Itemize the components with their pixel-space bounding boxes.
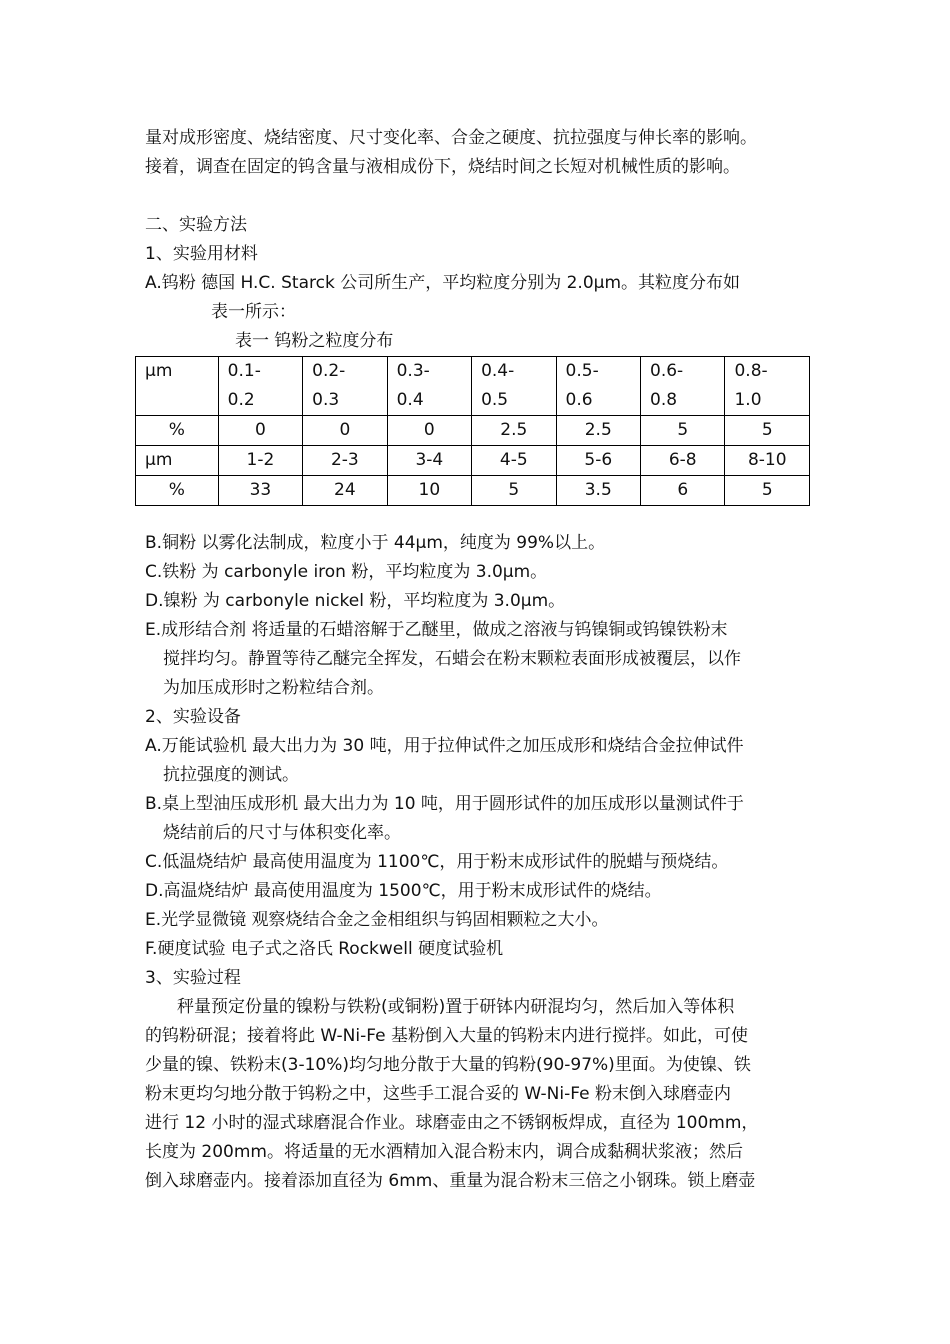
table-cell: 2-3 [303, 446, 387, 476]
process-line-4: 粉末更均匀地分散于钨粉之中，这些手工混合妥的 W-Ni-Fe 粉末倒入球磨壶内 [145, 1084, 731, 1104]
table-cell: 0 [387, 416, 471, 446]
item-c: C.铁粉 为 carbonyle iron 粉，平均粒度为 3.0μm。 [145, 562, 548, 582]
table-cell: 24 [303, 476, 387, 506]
table-cell: % [136, 476, 219, 506]
document-page [145, 124, 810, 1196]
table-cell: 0.2- 0.3 [303, 357, 387, 416]
process-line-2: 的钨粉研混；接着将此 W-Ni-Fe 基粉倒入大量的钨粉末内进行搅拌。如此，可使 [145, 1026, 748, 1046]
subsection-heading-materials: 1、实验用材料 [145, 244, 258, 264]
table-cell: 4-5 [472, 446, 556, 476]
table-cell: 5 [725, 476, 810, 506]
table-cell: % [136, 416, 219, 446]
table-cell: 3.5 [556, 476, 640, 506]
equip-a-line-2: 抗拉强度的测试。 [163, 765, 299, 785]
table-cell: 33 [218, 476, 302, 506]
table-cell: 5 [472, 476, 556, 506]
table-cell: 6-8 [641, 446, 725, 476]
section-heading: 二、实验方法 [145, 215, 247, 235]
table-cell: 8-10 [725, 446, 810, 476]
equip-e: E.光学显微镜 观察烧结合金之金相组织与钨固相颗粒之大小。 [145, 910, 609, 930]
table-cell: 0.5- 0.6 [556, 357, 640, 416]
particle-size-table [135, 356, 810, 506]
table-cell: 3-4 [387, 446, 471, 476]
table-cell: 2.5 [556, 416, 640, 446]
table-cell: 5 [641, 416, 725, 446]
table-cell: 5 [725, 416, 810, 446]
table-cell: 5-6 [556, 446, 640, 476]
table-caption: 表一 钨粉之粒度分布 [235, 331, 394, 351]
table-row [136, 357, 810, 416]
table-cell: 0.6- 0.8 [641, 357, 725, 416]
table-cell: μm [136, 357, 219, 416]
equip-b-line-1: B.桌上型油压成形机 最大出力为 10 吨，用于圆形试件的加压成形以量测试件于 [145, 794, 744, 814]
table-cell: 0.4- 0.5 [472, 357, 556, 416]
equip-c: C.低温烧结炉 最高使用温度为 1100℃，用于粉末成形试件的脱蜡与预烧结。 [145, 852, 729, 872]
table-cell: 10 [387, 476, 471, 506]
table-cell: 0.8- 1.0 [725, 357, 810, 416]
equip-f: F.硬度试验 电子式之洛氏 Rockwell 硬度试验机 [145, 939, 504, 959]
process-line-1: 秤量预定份量的镍粉与铁粉(或铜粉)置于研钵内研混均匀，然后加入等体积 [177, 997, 735, 1017]
table-cell: 0 [218, 416, 302, 446]
item-e-line-2: 搅拌均匀。静置等待乙醚完全挥发，石蜡会在粉末颗粒表面形成被覆层，以作 [163, 649, 741, 669]
process-line-6: 长度为 200mm。将适量的无水酒精加入混合粉末内，调合成黏稠状浆液；然后 [145, 1142, 743, 1162]
item-a-line-1: A.钨粉 德国 H.C. Starck 公司所生产，平均粒度分别为 2.0μm。其粒度分布如 [145, 273, 741, 293]
process-line-5: 进行 12 小时的湿式球磨混合作业。球磨壶由之不锈钢板焊成，直径为 100mm， [145, 1113, 759, 1133]
item-d: D.镍粉 为 carbonyle nickel 粉，平均粒度为 3.0μm。 [145, 591, 566, 611]
table-cell: 0.1- 0.2 [218, 357, 302, 416]
subsection-heading-process: 3、实验过程 [145, 968, 241, 988]
subsection-heading-equipment: 2、实验设备 [145, 707, 241, 727]
table-row [136, 446, 810, 476]
equip-b-line-2: 烧结前后的尺寸与体积变化率。 [163, 823, 401, 843]
process-line-3: 少量的镍、铁粉末(3-10%)均匀地分散于大量的钨粉(90-97%)里面。为使镍、铁 [145, 1055, 751, 1075]
table-cell: μm [136, 446, 219, 476]
process-line-7: 倒入球磨壶内。接着添加直径为 6mm、重量为混合粉末三倍之小钢珠。锁上磨壶 [145, 1171, 756, 1191]
equip-a-line-1: A.万能试验机 最大出力为 30 吨，用于拉伸试件之加压成形和烧结合金拉伸试件 [145, 736, 744, 756]
item-a-line-2: 表一所示： [211, 302, 296, 322]
intro-line-2: 接着，调查在固定的钨含量与液相成份下，烧结时间之长短对机械性质的影响。 [145, 157, 740, 177]
item-e-line-1: E.成形结合剂 将适量的石蜡溶解于乙醚里，做成之溶液与钨镍铜或钨镍铁粉末 [145, 620, 728, 640]
table-cell: 6 [641, 476, 725, 506]
equip-d: D.高温烧结炉 最高使用温度为 1500℃，用于粉末成形试件的烧结。 [145, 881, 662, 901]
table-cell: 1-2 [218, 446, 302, 476]
item-b: B.铜粉 以雾化法制成，粒度小于 44μm，纯度为 99%以上。 [145, 533, 606, 553]
table-row [136, 416, 810, 446]
table-cell: 2.5 [472, 416, 556, 446]
item-e-line-3: 为加压成形时之粉粒结合剂。 [163, 678, 384, 698]
table-row [136, 476, 810, 506]
table-cell: 0.3- 0.4 [387, 357, 471, 416]
table-cell: 0 [303, 416, 387, 446]
intro-line-1: 量对成形密度、烧结密度、尺寸变化率、合金之硬度、抗拉强度与伸长率的影响。 [145, 128, 757, 148]
